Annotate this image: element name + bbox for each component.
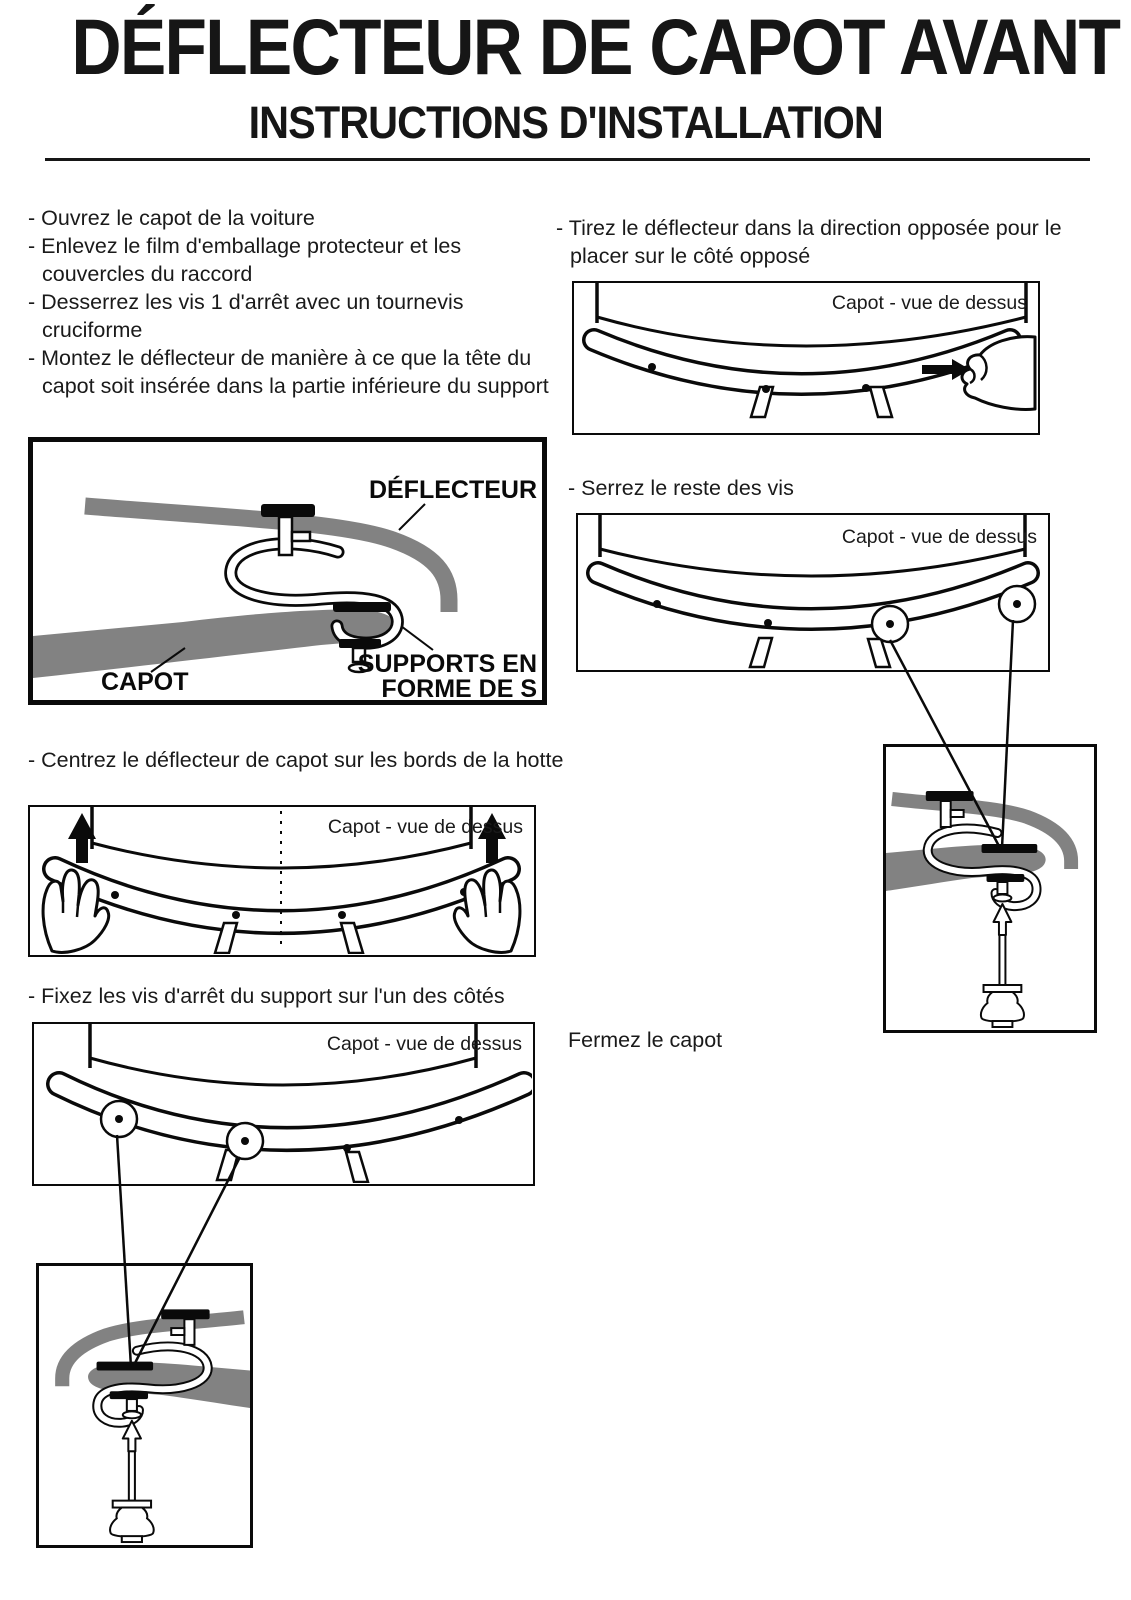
- strip-tab-left: [750, 638, 772, 667]
- steps-list: [28, 204, 556, 400]
- deflector-strip-fill: [598, 573, 1028, 619]
- hood-front-edge: [597, 317, 1026, 346]
- screw-dot: [886, 620, 894, 628]
- step-ouvrez: - Ouvrez le capot de la voiture: [28, 206, 315, 230]
- upper-screw-tab: [292, 532, 310, 541]
- step-tirez: - Tirez le déflecteur dans la direction opposée pour le placer sur le côté opposé: [556, 216, 1062, 268]
- screw-dot: [111, 891, 119, 899]
- inset-left-drawing: [39, 1266, 250, 1545]
- tip-pad-top: [333, 602, 391, 612]
- diagram-pull-hand: [572, 281, 1040, 435]
- label-deflecteur: DÉFLECTEUR: [368, 476, 537, 504]
- header-divider: [45, 158, 1090, 161]
- screw-dot: [1013, 600, 1021, 608]
- hood-front-edge: [600, 549, 1025, 576]
- hood-front-edge: [92, 843, 471, 868]
- upper-screw: [279, 517, 292, 555]
- leader-supports: [401, 626, 433, 650]
- label-capot-vue: Capot - vue de dessus: [326, 1033, 522, 1055]
- label-capot: CAPOT: [101, 668, 189, 696]
- diagram-tighten-screws: [576, 513, 1050, 672]
- step-fermez: Fermez le capot: [568, 1028, 723, 1052]
- screw-dot: [648, 363, 656, 371]
- step-enlevez: - Enlevez le film d'emballage protecteur et les couvercles du raccord: [28, 234, 462, 286]
- inset-detail-left: [36, 1263, 253, 1548]
- page-title: DÉFLECTEUR DE CAPOT AVANT: [71, 2, 1120, 91]
- hood-front-edge: [90, 1058, 476, 1085]
- diagram-center-hands: [28, 805, 536, 957]
- screw-dot: [653, 600, 661, 608]
- label-capot-vue: Capot - vue de dessus: [327, 816, 523, 838]
- label-supports-2: FORME DE S: [381, 675, 537, 700]
- inset-detail-right: [883, 744, 1097, 1033]
- tip-pad-bottom: [339, 639, 381, 648]
- strip-tab-right: [346, 1152, 368, 1182]
- step-montez: - Montez le déflecteur de manière à ce que la tête du capot soit insérée dans la partie inférieure du support: [28, 346, 549, 398]
- deflector-strip-fill: [55, 869, 508, 922]
- screw-dot: [343, 1144, 351, 1152]
- label-capot-vue: Capot - vue de dessus: [841, 526, 1037, 548]
- screw-dot: [115, 1115, 123, 1123]
- screw-dot: [338, 911, 346, 919]
- inset-right-drawing: [886, 747, 1094, 1030]
- top-view-pull-drawing: [574, 283, 1037, 432]
- screw-dot: [762, 385, 770, 393]
- step-serrez: - Serrez le reste des vis: [568, 476, 794, 500]
- step-fixez: - Fixez les vis d'arrêt du support sur l'un des côtés: [28, 984, 505, 1008]
- screw-dot: [764, 619, 772, 627]
- page-subtitle: INSTRUCTIONS D'INSTALLATION: [248, 97, 883, 148]
- page-header: [0, 2, 1131, 91]
- top-view-hands-drawing: [30, 807, 533, 954]
- leader-deflecteur: [399, 504, 425, 530]
- screw-dot: [232, 911, 240, 919]
- step-centrez: - Centrez le déflecteur de capot sur les bords de la hotte: [28, 748, 564, 772]
- cross-section-drawing: [33, 442, 542, 700]
- band-pad: [261, 504, 315, 517]
- screw-dot: [862, 384, 870, 392]
- diagram-fix-left-screws: [32, 1022, 535, 1186]
- screw-dot: [455, 1116, 463, 1124]
- page-subheader: [0, 97, 1131, 149]
- top-view-fix-drawing: [34, 1024, 532, 1183]
- diagram-cross-section: [28, 437, 547, 705]
- label-capot-vue: Capot - vue de dessus: [831, 292, 1027, 314]
- screw-dot: [241, 1137, 249, 1145]
- step-desserrez: - Desserrez les vis 1 d'arrêt avec un tournevis cruciforme: [28, 290, 464, 342]
- label-supports-1: SUPPORTS EN: [357, 650, 537, 678]
- strip-tab-right: [870, 387, 892, 417]
- top-view-tighten-drawing: [578, 515, 1047, 669]
- strip-tab-right: [868, 639, 890, 667]
